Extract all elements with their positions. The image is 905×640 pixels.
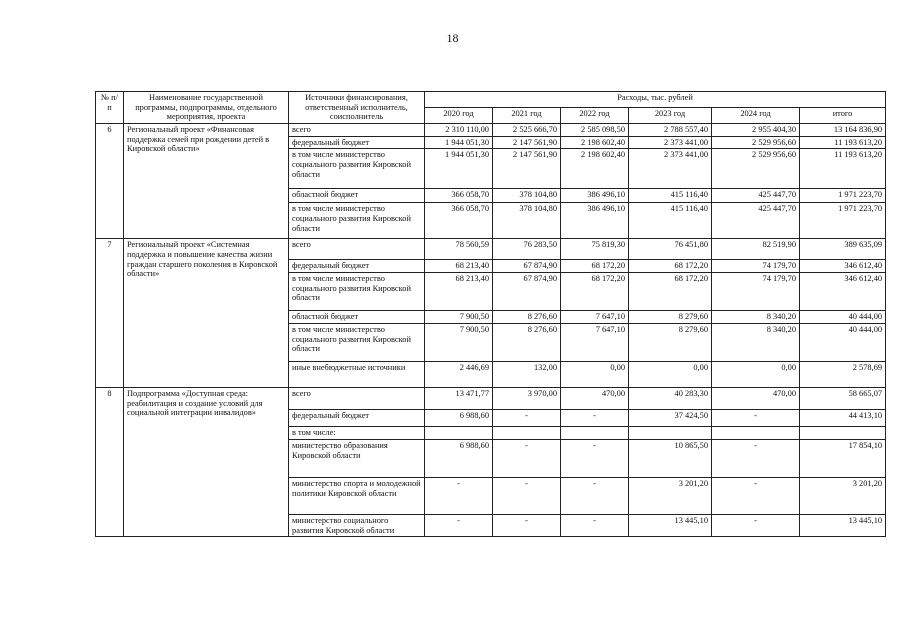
funding-source: в том числе министерство социального развития Кировской области: [289, 272, 425, 310]
amount-cell: 76 283,50: [493, 239, 561, 260]
amount-cell: 2 373 441,00: [629, 149, 712, 189]
amount-total-cell: 17 854,10: [800, 439, 886, 477]
amount-cell: 82 519,90: [712, 239, 800, 260]
amount-total-cell: 40 444,00: [800, 323, 886, 361]
amount-total-cell: 1 971 223,70: [800, 203, 886, 239]
amount-cell: 3 201,20: [629, 477, 712, 514]
amount-cell: 68 172,20: [561, 272, 629, 310]
amount-cell: 7 900,50: [425, 310, 493, 323]
amount-cell: 2 373 441,00: [629, 136, 712, 149]
funding-source: в том числе министерство социального развития Кировской области: [289, 323, 425, 361]
amount-cell: 8 279,60: [629, 323, 712, 361]
amount-cell: 2 585 098,50: [561, 123, 629, 136]
amount-cell: 78 560,59: [425, 239, 493, 260]
amount-cell: -: [712, 514, 800, 536]
amount-cell: 132,00: [493, 361, 561, 387]
amount-cell: -: [561, 409, 629, 426]
amount-cell: 2 955 404,30: [712, 123, 800, 136]
amount-cell: 40 283,30: [629, 387, 712, 409]
amount-cell: 425 447,70: [712, 189, 800, 203]
amount-cell: -: [712, 409, 800, 426]
funding-source: всего: [289, 239, 425, 260]
amount-cell: 415 116,40: [629, 203, 712, 239]
amount-cell: 68 172,20: [629, 272, 712, 310]
amount-cell: 74 179,70: [712, 260, 800, 273]
row-number: 8: [96, 387, 124, 536]
amount-cell: 13 471,77: [425, 387, 493, 409]
amount-cell: 2 147 561,90: [493, 136, 561, 149]
amount-cell: 2 147 561,90: [493, 149, 561, 189]
budget-table: [95, 91, 886, 537]
amount-cell: -: [493, 439, 561, 477]
table-row: [96, 123, 886, 136]
funding-source: федеральный бюджет: [289, 136, 425, 149]
amount-cell: -: [493, 477, 561, 514]
amount-cell: 366 058,70: [425, 203, 493, 239]
amount-cell: 378 104,80: [493, 203, 561, 239]
amount-cell: 68 172,20: [561, 260, 629, 273]
funding-source: в том числе министерство социального развития Кировской области: [289, 203, 425, 239]
amount-cell: 0,00: [712, 361, 800, 387]
funding-source: федеральный бюджет: [289, 260, 425, 273]
amount-total-cell: 2 578,69: [800, 361, 886, 387]
amount-cell: -: [561, 439, 629, 477]
amount-cell: 13 445,10: [629, 514, 712, 536]
amount-cell: -: [425, 514, 493, 536]
table-row: [96, 387, 886, 409]
amount-cell: 2 788 557,40: [629, 123, 712, 136]
funding-source: министерство образования Кировской области: [289, 439, 425, 477]
amount-cell: 8 276,60: [493, 310, 561, 323]
amount-cell: -: [425, 477, 493, 514]
amount-total-cell: 1 971 223,70: [800, 189, 886, 203]
header-expenses: Расходы, тыс. рублей: [425, 92, 886, 108]
header-total: итого: [800, 107, 886, 123]
header-num: № п/п: [96, 92, 124, 124]
amount-cell: 378 104,80: [493, 189, 561, 203]
amount-total-cell: [800, 426, 886, 439]
amount-cell: 2 529 956,60: [712, 149, 800, 189]
funding-source: министерство социального развития Кировской области: [289, 514, 425, 536]
amount-cell: [629, 426, 712, 439]
funding-source: в том числе:: [289, 426, 425, 439]
amount-cell: 8 340,20: [712, 310, 800, 323]
amount-cell: 75 819,30: [561, 239, 629, 260]
amount-total-cell: 44 413,10: [800, 409, 886, 426]
project-name: Региональный проект «Финансовая поддержка семей при рождении детей в Кировской области»: [124, 123, 289, 238]
amount-cell: 74 179,70: [712, 272, 800, 310]
amount-cell: 470,00: [561, 387, 629, 409]
amount-cell: -: [712, 477, 800, 514]
amount-total-cell: 13 445,10: [800, 514, 886, 536]
amount-cell: [712, 426, 800, 439]
amount-cell: -: [493, 409, 561, 426]
amount-cell: 415 116,40: [629, 189, 712, 203]
header-name: Наименование государственной программы, подпрограммы, отдельного мероприятия, проекта: [124, 92, 289, 124]
amount-cell: 2 525 666,70: [493, 123, 561, 136]
amount-cell: -: [561, 477, 629, 514]
table-row: [96, 239, 886, 260]
amount-cell: 2 446,69: [425, 361, 493, 387]
amount-total-cell: 13 164 836,90: [800, 123, 886, 136]
amount-cell: -: [493, 514, 561, 536]
amount-cell: 470,00: [712, 387, 800, 409]
amount-cell: 0,00: [561, 361, 629, 387]
header-year: 2022 год: [561, 107, 629, 123]
funding-source: в том числе министерство социального развития Кировской области: [289, 149, 425, 189]
amount-cell: [425, 426, 493, 439]
amount-cell: 7 647,10: [561, 310, 629, 323]
header-source: Источники финансирования, ответственный исполнитель, соисполнитель: [289, 92, 425, 124]
amount-total-cell: 11 193 613,20: [800, 149, 886, 189]
amount-cell: 366 058,70: [425, 189, 493, 203]
amount-cell: 0,00: [629, 361, 712, 387]
header-year: 2023 год: [629, 107, 712, 123]
amount-cell: 2 529 956,60: [712, 136, 800, 149]
row-number: 6: [96, 123, 124, 238]
amount-cell: -: [561, 514, 629, 536]
amount-cell: 6 988,60: [425, 439, 493, 477]
funding-source: областной бюджет: [289, 189, 425, 203]
amount-total-cell: 11 193 613,20: [800, 136, 886, 149]
amount-total-cell: 40 444,00: [800, 310, 886, 323]
amount-cell: 386 496,10: [561, 203, 629, 239]
amount-cell: 386 496,10: [561, 189, 629, 203]
header-year: 2020 год: [425, 107, 493, 123]
funding-source: всего: [289, 387, 425, 409]
amount-cell: 7 900,50: [425, 323, 493, 361]
project-name: Региональный проект «Системная поддержка и повышение качества жизни граждан старшего поколения в Кировской области»: [124, 239, 289, 388]
amount-cell: -: [712, 439, 800, 477]
amount-cell: 1 944 051,30: [425, 149, 493, 189]
amount-cell: 67 874,90: [493, 260, 561, 273]
amount-total-cell: 346 612,40: [800, 272, 886, 310]
header-year: 2024 год: [712, 107, 800, 123]
amount-cell: [561, 426, 629, 439]
amount-cell: 68 213,40: [425, 272, 493, 310]
amount-cell: 425 447,70: [712, 203, 800, 239]
amount-cell: 76 451,80: [629, 239, 712, 260]
amount-cell: 2 310 110,00: [425, 123, 493, 136]
project-name: Подпрограмма «Доступная среда: реабилитация и создание условий для социальной интеграции инвалидов»: [124, 387, 289, 536]
amount-cell: 37 424,50: [629, 409, 712, 426]
row-number: 7: [96, 239, 124, 388]
amount-total-cell: 58 665,07: [800, 387, 886, 409]
amount-cell: 7 647,10: [561, 323, 629, 361]
page-number: 18: [446, 31, 459, 45]
amount-cell: 8 276,60: [493, 323, 561, 361]
amount-cell: 68 172,20: [629, 260, 712, 273]
funding-source: всего: [289, 123, 425, 136]
amount-total-cell: 3 201,20: [800, 477, 886, 514]
amount-cell: 8 279,60: [629, 310, 712, 323]
amount-total-cell: 346 612,40: [800, 260, 886, 273]
amount-total-cell: 389 635,09: [800, 239, 886, 260]
amount-cell: 67 874,90: [493, 272, 561, 310]
amount-cell: 3 970,00: [493, 387, 561, 409]
amount-cell: 1 944 051,30: [425, 136, 493, 149]
header-year: 2021 год: [493, 107, 561, 123]
amount-cell: 10 865,50: [629, 439, 712, 477]
amount-cell: 2 198 602,40: [561, 149, 629, 189]
amount-cell: 6 988,60: [425, 409, 493, 426]
funding-source: областной бюджет: [289, 310, 425, 323]
table-body: [96, 123, 886, 536]
funding-source: иные внебюджетные источники: [289, 361, 425, 387]
amount-cell: [493, 426, 561, 439]
amount-cell: 68 213,40: [425, 260, 493, 273]
funding-source: министерство спорта и молодежной политики Кировской области: [289, 477, 425, 514]
amount-cell: 8 340,20: [712, 323, 800, 361]
amount-cell: 2 198 602,40: [561, 136, 629, 149]
funding-source: федеральный бюджет: [289, 409, 425, 426]
